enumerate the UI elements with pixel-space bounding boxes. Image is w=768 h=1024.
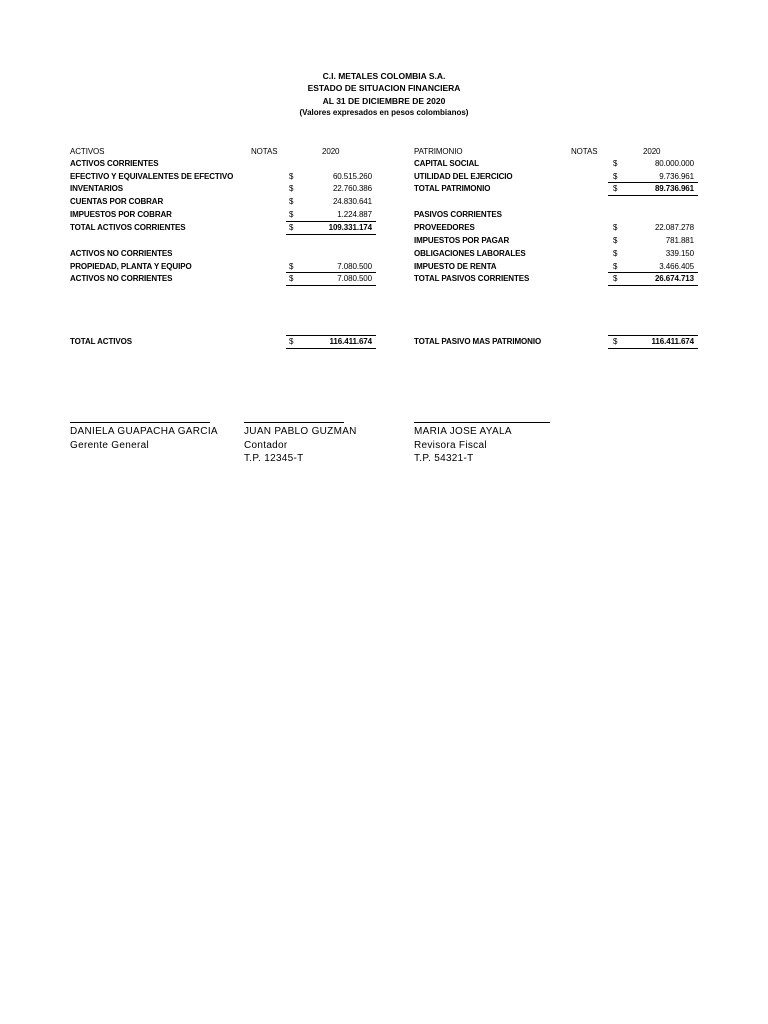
inventory-value: 22.760.386 bbox=[332, 184, 372, 193]
capital-label: CAPITAL SOCIAL bbox=[414, 159, 479, 168]
taxes-payable-label: IMPUESTOS POR PAGAR bbox=[414, 236, 510, 245]
currency-symbol: $ bbox=[289, 172, 294, 181]
statement-date: AL 31 DE DICIEMBRE DE 2020 bbox=[322, 96, 446, 106]
total-current-assets-label: TOTAL ACTIVOS CORRIENTES bbox=[70, 223, 186, 232]
profit-label: UTILIDAD DEL EJERCICIO bbox=[414, 172, 513, 181]
signature-line bbox=[414, 422, 550, 423]
currency-symbol: $ bbox=[613, 249, 618, 258]
assets-title: ACTIVOS bbox=[70, 147, 105, 156]
currency-symbol: $ bbox=[289, 197, 294, 206]
total-noncurrent-assets-value: 7.080.500 bbox=[337, 274, 372, 283]
suppliers-value: 22.087.278 bbox=[654, 223, 694, 232]
currency-symbol: $ bbox=[613, 274, 618, 283]
currency-symbol: $ bbox=[613, 172, 618, 181]
signature-role: Revisora Fiscal bbox=[414, 440, 487, 451]
signature-name: MARIA JOSE AYALA bbox=[414, 426, 512, 437]
income-tax-label: IMPUESTO DE RENTA bbox=[414, 262, 497, 271]
current-assets-title: ACTIVOS CORRIENTES bbox=[70, 159, 159, 168]
total-rule bbox=[286, 348, 376, 349]
statement-title: ESTADO DE SITUACION FINANCIERA bbox=[307, 83, 461, 93]
currency-symbol: $ bbox=[289, 184, 294, 193]
total-rule bbox=[608, 195, 698, 196]
ppe-label: PROPIEDAD, PLANTA Y EQUIPO bbox=[70, 262, 192, 271]
grand-total-label: TOTAL PASIVO MAS PATRIMONIO bbox=[414, 337, 542, 346]
cash-value: 60.515.260 bbox=[332, 172, 372, 181]
signature-role: Contador bbox=[244, 440, 288, 451]
total-equity-label: TOTAL PATRIMONIO bbox=[414, 184, 491, 193]
signature-line bbox=[70, 422, 210, 423]
capital-value: 80.000.000 bbox=[654, 159, 694, 168]
currency-symbol: $ bbox=[613, 236, 618, 245]
noncurrent-assets-title: ACTIVOS NO CORRIENTES bbox=[70, 249, 173, 258]
tax-receivable-label: IMPUESTOS POR COBRAR bbox=[70, 210, 172, 219]
ppe-value: 7.080.500 bbox=[337, 262, 372, 271]
total-assets-value: 116.411.674 bbox=[329, 337, 372, 346]
statement-note: (Valores expresados en pesos colombianos) bbox=[299, 108, 469, 117]
currency-symbol: $ bbox=[613, 184, 618, 193]
currency-symbol: $ bbox=[289, 262, 294, 271]
profit-value: 9.736.961 bbox=[659, 172, 694, 181]
receivables-value: 24.830.641 bbox=[332, 197, 372, 206]
currency-symbol: $ bbox=[613, 159, 618, 168]
currency-symbol: $ bbox=[289, 210, 294, 219]
currency-symbol: $ bbox=[289, 337, 294, 346]
currency-symbol: $ bbox=[289, 274, 294, 283]
total-rule bbox=[286, 234, 376, 235]
signature-role: Gerente General bbox=[70, 440, 149, 451]
taxes-payable-value: 781.881 bbox=[665, 236, 694, 245]
labor-obligations-label: OBLIGACIONES LABORALES bbox=[414, 249, 526, 258]
signature-line bbox=[244, 422, 344, 423]
total-liabilities-label: TOTAL PASIVOS CORRIENTES bbox=[414, 274, 530, 283]
total-current-assets-value: 109.331.174 bbox=[328, 223, 372, 232]
signature-tp: T.P. 12345-T bbox=[244, 453, 304, 464]
total-equity-value: 89.736.961 bbox=[654, 184, 694, 193]
total-assets-label: TOTAL ACTIVOS bbox=[70, 337, 132, 346]
assets-notes-header: NOTAS bbox=[251, 147, 278, 156]
labor-obligations-value: 339.150 bbox=[665, 249, 694, 258]
cash-label: EFECTIVO Y EQUIVALENTES DE EFECTIVO bbox=[70, 172, 234, 181]
currency-symbol: $ bbox=[289, 223, 294, 232]
total-noncurrent-assets-label: ACTIVOS NO CORRIENTES bbox=[70, 274, 173, 283]
equity-notes-header: NOTAS bbox=[571, 147, 598, 156]
assets-year-header: 2020 bbox=[322, 147, 340, 156]
equity-title: PATRIMONIO bbox=[414, 147, 463, 156]
grand-total-value: 116.411.674 bbox=[651, 337, 694, 346]
suppliers-label: PROVEEDORES bbox=[414, 223, 475, 232]
signature-tp: T.P. 54321-T bbox=[414, 453, 474, 464]
currency-symbol: $ bbox=[613, 262, 618, 271]
total-rule bbox=[286, 285, 376, 286]
signature-name: JUAN PABLO GUZMAN bbox=[244, 426, 357, 437]
total-rule bbox=[608, 348, 698, 349]
inventory-label: INVENTARIOS bbox=[70, 184, 123, 193]
receivables-label: CUENTAS POR COBRAR bbox=[70, 197, 164, 206]
current-liabilities-title: PASIVOS CORRIENTES bbox=[414, 210, 502, 219]
currency-symbol: $ bbox=[613, 223, 618, 232]
company-name: C.I. METALES COLOMBIA S.A. bbox=[322, 71, 446, 81]
total-liabilities-value: 26.674.713 bbox=[654, 274, 694, 283]
tax-receivable-value: 1.224.887 bbox=[337, 210, 372, 219]
total-rule bbox=[608, 285, 698, 286]
currency-symbol: $ bbox=[613, 337, 618, 346]
income-tax-value: 3.466.405 bbox=[659, 262, 694, 271]
signature-name: DANIELA GUAPACHA GARCIA bbox=[70, 426, 218, 437]
equity-year-header: 2020 bbox=[643, 147, 661, 156]
